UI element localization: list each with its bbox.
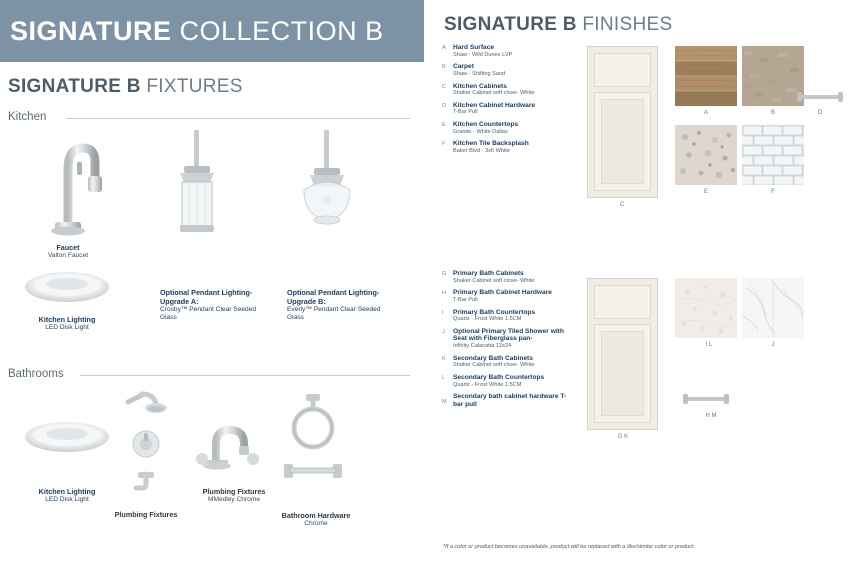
swatch-letter-hm: H M xyxy=(705,413,717,419)
lav-faucet-image xyxy=(196,418,266,474)
legend-item: E Kitchen Countertops Granite - White Dallas xyxy=(442,121,519,135)
swatch-letter-j: J xyxy=(771,342,775,348)
swatch-letter-d: D xyxy=(817,110,823,116)
banner-title-light: COLLECTION B xyxy=(179,15,384,46)
swatch-granite xyxy=(675,125,737,185)
legend-bottom xyxy=(442,270,570,413)
legend-item: K Secondary Bath Cabinets Shaker Cabinet soft close- White xyxy=(442,354,535,369)
legend-item: M Secondary bath cabinet hardware T-bar pull xyxy=(442,393,567,408)
swatch-bath-cabinet xyxy=(587,278,658,430)
finishes-heading-light: FINISHES xyxy=(582,14,673,35)
legend-item: F Kitchen Tile Backsplash Baker Blvd - 3x6 White xyxy=(442,140,529,154)
swatch-letter-a: A xyxy=(703,110,708,116)
caption-bathroom-hardware: Bathroom Hardware Chrome xyxy=(281,511,351,527)
pendant-a-image xyxy=(166,130,228,275)
fixtures-heading-bold: SIGNATURE B xyxy=(8,76,141,97)
swatch-letter-f: F xyxy=(771,189,775,195)
swatch-calacatta-tile xyxy=(742,278,804,338)
swatch-quartz xyxy=(675,278,737,338)
caption-pendant-a: Optional Pendant Lighting- Upgrade A: Crosby™ Pendant Clear Seeded Glass xyxy=(160,288,257,322)
legend-item: B Carpet Shaw - Shifting Sand xyxy=(442,63,506,77)
bath-disk-light-image xyxy=(22,415,112,459)
fixtures-heading xyxy=(8,76,243,98)
pendant-b-image xyxy=(292,130,362,275)
legend-item: C Kitchen Cabinets Shaker Cabinet soft close- White xyxy=(442,82,535,97)
section-rule-kitchen xyxy=(66,118,410,119)
legend-top xyxy=(442,44,572,160)
swatch-subway-tile xyxy=(742,125,804,185)
swatch-letter-il: I L xyxy=(705,342,713,348)
footnote: *If a color or product becomes unavailable, product will be replaced with a like/similar color or product. xyxy=(443,544,696,550)
caption-faucet: Faucet Valton Faucet xyxy=(47,243,89,259)
bath-hardware-image xyxy=(278,392,348,492)
caption-kitchen-lighting: Kitchen Lighting LED Disk Light xyxy=(38,315,96,331)
caption-bath-lighting: Kitchen Lighting LED Disk Light xyxy=(38,487,96,503)
swatch-letter-e: E xyxy=(703,189,708,195)
swatch-letter-gk: G K xyxy=(617,434,629,440)
section-label-bathrooms: Bathrooms xyxy=(8,368,64,380)
faucet-image xyxy=(25,132,111,240)
legend-item: H Primary Bath Cabinet Hardware T-Bar Pull xyxy=(442,289,552,303)
left-panel xyxy=(0,0,424,569)
legend-item: A Hard Surface Shaw - Wild Dunes LVP xyxy=(442,44,513,58)
caption-plumbing-fixtures-2: Plumbing Fixtures MMedley Chrome xyxy=(202,487,266,503)
legend-item: L Secondary Bath Countertops Quartz - Frost White 1.5CM xyxy=(442,373,545,388)
kitchen-disk-light-image xyxy=(22,265,112,309)
banner-title xyxy=(0,16,384,47)
swatch-tbar-pull-bath xyxy=(680,390,732,408)
finishes-heading xyxy=(444,14,672,36)
legend-item: D Kitchen Cabinet Hardware T-Bar Pull xyxy=(442,101,536,116)
banner-title-bold: SIGNATURE xyxy=(10,15,172,46)
legend-item: I Primary Bath Countertops Quartz - Frost White 1.5CM xyxy=(442,308,536,323)
legend-item: J Optional Primary Tiled Shower with Seat with Fiberglass pan- Infinity Calacatta 12x24 xyxy=(442,327,564,349)
swatch-letter-c: C xyxy=(619,202,625,208)
finishes-heading-bold: SIGNATURE B xyxy=(444,14,577,35)
legend-item: G Primary Bath Cabinets Shaker Cabinet soft close- White xyxy=(442,270,535,284)
right-panel xyxy=(432,0,853,569)
swatch-kitchen-cabinet xyxy=(587,46,658,198)
caption-plumbing-fixtures-1: Plumbing Fixtures xyxy=(114,510,178,519)
banner xyxy=(0,0,424,62)
shower-trim-image xyxy=(112,388,180,498)
swatch-lvp xyxy=(675,46,737,106)
fixtures-heading-light: FIXTURES xyxy=(146,76,243,97)
swatch-tbar-pull-kitchen xyxy=(794,88,846,106)
swatch-letter-b: B xyxy=(770,110,775,116)
section-label-kitchen: Kitchen xyxy=(8,111,47,123)
caption-pendant-b: Optional Pendant Lighting- Upgrade B: Everly™ Pendant Clear Seeded Glass xyxy=(287,288,381,322)
section-rule-bathrooms xyxy=(80,375,410,376)
